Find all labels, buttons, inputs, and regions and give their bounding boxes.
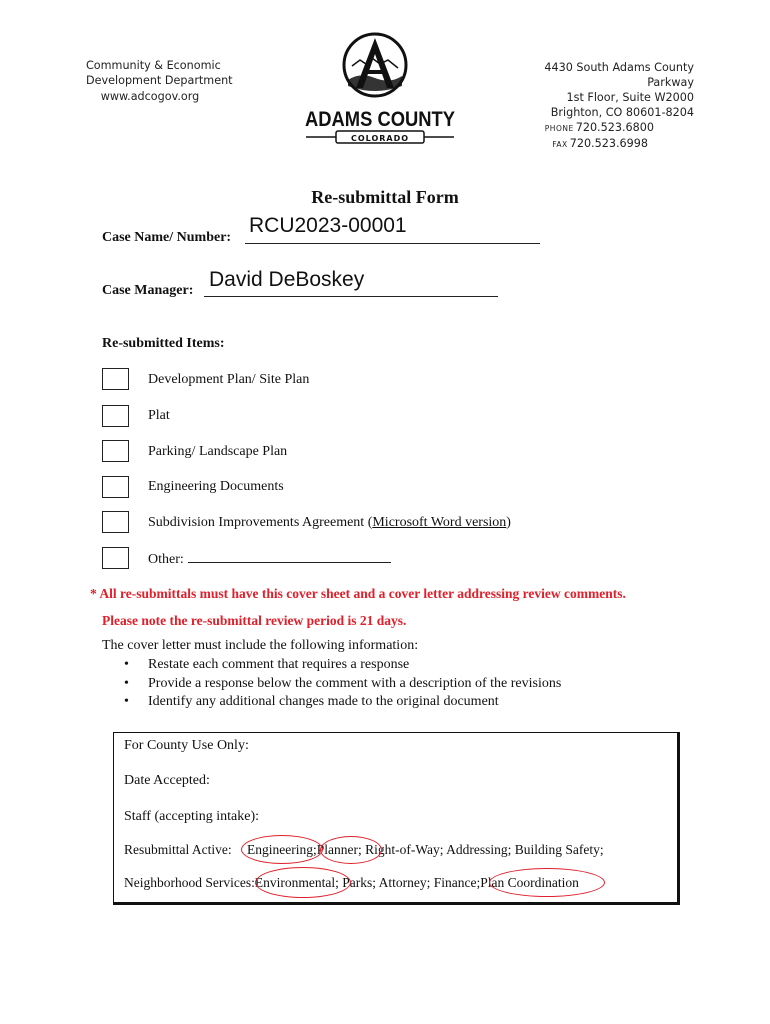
department-line-2: Development Department xyxy=(86,74,233,87)
other-input-line[interactable] xyxy=(188,550,391,563)
subdivision-label: Subdivision Improvements Agreement ( xyxy=(148,515,373,530)
form-title: Re-submittal Form xyxy=(311,187,459,207)
checkbox-plat[interactable] xyxy=(102,405,129,427)
microsoft-word-link[interactable]: Microsoft Word version xyxy=(372,515,507,530)
fax-label: FAX xyxy=(552,140,568,149)
checkbox-development-plan[interactable] xyxy=(102,368,129,390)
case-name-value: RCU2023-00001 xyxy=(249,214,407,237)
option-finance: Finance; xyxy=(433,875,481,890)
option-building-safety: Building Safety; xyxy=(514,842,604,857)
fax-number: 720.523.6998 xyxy=(569,137,648,150)
department-info xyxy=(86,58,233,104)
phone-label: PHONE xyxy=(544,124,574,133)
item-subdivision-agreement xyxy=(148,515,511,531)
option-attorney: Attorney; xyxy=(378,875,431,890)
checkbox-subdivision-agreement[interactable] xyxy=(102,511,129,533)
list-item: • Provide a response below the comment with a description of the revisions xyxy=(124,675,561,694)
list-item: • Restate each comment that requires a response xyxy=(124,656,561,675)
option-addressing: Addressing; xyxy=(446,842,512,857)
department-line-1: Community & Economic xyxy=(86,59,221,72)
phone-row xyxy=(498,120,654,136)
case-name-label: Case Name/ Number: xyxy=(102,230,232,245)
cover-letter-intro: The cover letter must include the following information: xyxy=(102,638,419,653)
option-engineering: Engineering; xyxy=(247,842,317,857)
other-label: Other: xyxy=(148,552,184,567)
address-line-1: 4430 South Adams County Parkway xyxy=(544,61,694,89)
item-other xyxy=(148,550,391,568)
option-parks: Parks; xyxy=(342,875,376,890)
address-line-3: Brighton, CO 80601-8204 xyxy=(550,106,694,119)
resubmittal-active-label: Resubmittal Active: xyxy=(124,842,232,857)
website-link[interactable]: www.adcogov.org xyxy=(100,90,200,103)
case-manager-value: David DeBoskey xyxy=(209,268,365,291)
circle-engineering xyxy=(241,835,323,864)
staff-intake-label: Staff (accepting intake): xyxy=(124,809,260,824)
subdivision-suffix: ) xyxy=(506,515,511,530)
case-manager-label: Case Manager: xyxy=(102,283,194,298)
item-development-plan: Development Plan/ Site Plan xyxy=(148,372,310,387)
county-seal-icon xyxy=(300,30,460,146)
neighborhood-services-label: Neighborhood Services: xyxy=(124,875,255,890)
item-parking-landscape: Parking/ Landscape Plan xyxy=(148,444,288,459)
cover-sheet-note: * All re-submittals must have this cover sheet and a cover letter addressing review comments. xyxy=(90,586,626,601)
checkbox-engineering-documents[interactable] xyxy=(102,476,129,498)
county-address xyxy=(498,60,694,152)
checkbox-other[interactable] xyxy=(102,547,129,569)
option-plan-coordination: Plan Coordination xyxy=(480,875,579,890)
date-accepted-label: Date Accepted: xyxy=(124,773,210,788)
adams-county-logo xyxy=(300,30,460,146)
circle-planner xyxy=(320,836,382,864)
logo-text: ADAMS COUNTY xyxy=(305,108,455,131)
item-engineering-documents: Engineering Documents xyxy=(148,479,284,494)
resubmitted-items-heading: Re-submitted Items: xyxy=(102,336,225,351)
checkbox-parking-landscape[interactable] xyxy=(102,440,129,462)
option-planner: Planner; xyxy=(316,842,362,857)
option-environmental: Environmental; xyxy=(254,875,339,890)
address-line-2: 1st Floor, Suite W2000 xyxy=(566,91,694,104)
fax-row xyxy=(498,136,648,152)
circle-environmental xyxy=(255,867,351,898)
county-use-heading: For County Use Only: xyxy=(124,738,249,753)
item-plat: Plat xyxy=(148,408,170,423)
cover-letter-requirements xyxy=(124,656,561,712)
logo-subtext: COLORADO xyxy=(350,134,410,143)
list-item: • Identify any additional changes made to the original document xyxy=(124,693,561,712)
review-period-note: Please note the re-submittal review period is 21 days. xyxy=(102,613,407,628)
phone-number: 720.523.6800 xyxy=(575,121,654,134)
circle-plan-coordination xyxy=(489,868,605,897)
option-right-of-way: Right-of-Way; xyxy=(365,842,444,857)
